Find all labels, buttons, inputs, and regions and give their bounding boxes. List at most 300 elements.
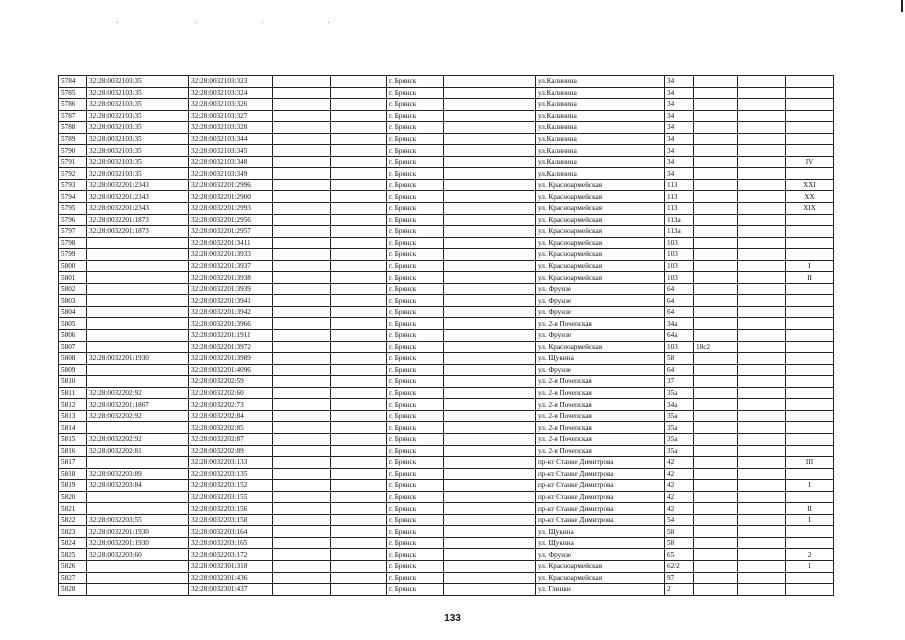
apartment-roman-cell: 2	[786, 549, 834, 561]
city-cell: г. Брянск	[387, 457, 444, 469]
building-letter-cell	[694, 156, 738, 168]
row-number-cell: 5820	[59, 491, 87, 503]
city-cell: г. Брянск	[387, 110, 444, 122]
empty-col-a-cell	[273, 537, 331, 549]
row-number-cell: 5796	[59, 214, 87, 226]
row-number-cell: 5802	[59, 283, 87, 295]
city-cell: г. Брянск	[387, 306, 444, 318]
city-cell: г. Брянск	[387, 145, 444, 157]
object-number-cell: 32:28:0032103:323	[189, 76, 273, 88]
empty-col-c-cell	[444, 433, 536, 445]
table-row	[59, 445, 834, 457]
street-cell: ул. Фрунзе	[536, 364, 665, 376]
street-cell: ул. 2-я Почепская	[536, 376, 665, 388]
city-cell: г. Брянск	[387, 226, 444, 238]
building-letter-cell	[694, 306, 738, 318]
object-number-cell: 32:28:0032201:3939	[189, 283, 273, 295]
city-cell: г. Брянск	[387, 214, 444, 226]
empty-col-b-cell	[331, 503, 387, 515]
street-cell: ул.Калинина	[536, 76, 665, 88]
table-row	[59, 353, 834, 365]
empty-col-a-cell	[273, 399, 331, 411]
apartment-roman-cell: I	[786, 514, 834, 526]
object-number-cell: 32:28:0032202:73	[189, 399, 273, 411]
object-number-cell: 32:28:0032301:437	[189, 584, 273, 596]
empty-col-b-cell	[331, 560, 387, 572]
apartment-roman-cell	[786, 306, 834, 318]
empty-col-a-cell	[273, 480, 331, 492]
empty-col-c-cell	[444, 260, 536, 272]
empty-col-a-cell	[273, 156, 331, 168]
table-row	[59, 214, 834, 226]
empty-col-b-cell	[331, 480, 387, 492]
house-number-cell: 34	[665, 87, 694, 99]
empty-col-b-cell	[331, 156, 387, 168]
building-letter-cell	[694, 572, 738, 584]
row-number-cell: 5786	[59, 99, 87, 111]
building-letter-cell	[694, 318, 738, 330]
row-number-cell: 5800	[59, 260, 87, 272]
street-cell: пр-кт Станке Димитрова	[536, 480, 665, 492]
street-cell: ул. Щукина	[536, 537, 665, 549]
building-letter-cell	[694, 168, 738, 180]
city-cell: г. Брянск	[387, 191, 444, 203]
building-letter-cell	[694, 179, 738, 191]
building-letter-cell	[694, 491, 738, 503]
street-cell: ул. 2-я Почепская	[536, 445, 665, 457]
street-cell: ул. Красноармейская	[536, 179, 665, 191]
row-number-cell: 5808	[59, 353, 87, 365]
city-cell: г. Брянск	[387, 480, 444, 492]
object-number-cell: 32:28:0032201:3941	[189, 295, 273, 307]
street-cell: ул. 2-я Почепская	[536, 422, 665, 434]
object-number-cell: 32:28:0032202:60	[189, 387, 273, 399]
object-number-cell: 32:28:0032201:2956	[189, 214, 273, 226]
empty-col-d-cell	[738, 110, 786, 122]
table-row	[59, 584, 834, 596]
empty-col-a-cell	[273, 191, 331, 203]
empty-col-b-cell	[331, 330, 387, 342]
apartment-roman-cell	[786, 168, 834, 180]
house-number-cell: 35а	[665, 445, 694, 457]
empty-col-c-cell	[444, 410, 536, 422]
empty-col-b-cell	[331, 226, 387, 238]
table-row	[59, 503, 834, 515]
apartment-roman-cell: IV	[786, 156, 834, 168]
house-number-cell: 42	[665, 491, 694, 503]
building-letter-cell	[694, 272, 738, 284]
street-cell: ул. Фрунзе	[536, 549, 665, 561]
city-cell: г. Брянск	[387, 341, 444, 353]
object-number-cell: 32:28:0032203:165	[189, 537, 273, 549]
building-letter-cell	[694, 433, 738, 445]
house-number-cell: 34	[665, 145, 694, 157]
object-number-cell: 32:28:0032201:3972	[189, 341, 273, 353]
empty-col-b-cell	[331, 445, 387, 457]
street-cell: ул.Калинина	[536, 156, 665, 168]
city-cell: г. Брянск	[387, 99, 444, 111]
object-number-cell: 32:28:0032201:3966	[189, 318, 273, 330]
house-number-cell: 34	[665, 122, 694, 134]
row-number-cell: 5816	[59, 445, 87, 457]
building-letter-cell	[694, 526, 738, 538]
empty-col-d-cell	[738, 272, 786, 284]
empty-col-d-cell	[738, 468, 786, 480]
row-number-cell: 5809	[59, 364, 87, 376]
apartment-roman-cell: XXI	[786, 179, 834, 191]
parcel-number-cell: 32:28:0032201:1930	[87, 537, 189, 549]
parcel-number-cell	[87, 376, 189, 388]
empty-col-d-cell	[738, 560, 786, 572]
empty-col-a-cell	[273, 514, 331, 526]
empty-col-a-cell	[273, 249, 331, 261]
parcel-number-cell	[87, 491, 189, 503]
table-row	[59, 399, 834, 411]
empty-col-b-cell	[331, 110, 387, 122]
parcel-number-cell	[87, 318, 189, 330]
empty-col-c-cell	[444, 226, 536, 238]
house-number-cell: 113	[665, 179, 694, 191]
table-row	[59, 341, 834, 353]
row-number-cell: 5793	[59, 179, 87, 191]
empty-col-b-cell	[331, 318, 387, 330]
apartment-roman-cell	[786, 387, 834, 399]
empty-col-d-cell	[738, 572, 786, 584]
empty-col-c-cell	[444, 191, 536, 203]
object-number-cell: 32:28:0032201:2996	[189, 179, 273, 191]
empty-col-d-cell	[738, 318, 786, 330]
empty-col-d-cell	[738, 283, 786, 295]
empty-col-d-cell	[738, 122, 786, 134]
empty-col-a-cell	[273, 110, 331, 122]
street-cell: ул. Щукина	[536, 353, 665, 365]
empty-col-d-cell	[738, 99, 786, 111]
apartment-roman-cell	[786, 572, 834, 584]
empty-col-c-cell	[444, 468, 536, 480]
empty-col-c-cell	[444, 364, 536, 376]
empty-col-c-cell	[444, 295, 536, 307]
row-number-cell: 5825	[59, 549, 87, 561]
apartment-roman-cell	[786, 99, 834, 111]
row-number-cell: 5823	[59, 526, 87, 538]
row-number-cell: 5822	[59, 514, 87, 526]
table-row	[59, 203, 834, 215]
empty-col-b-cell	[331, 399, 387, 411]
city-cell: г. Брянск	[387, 584, 444, 596]
edge-mark	[901, 0, 903, 12]
apartment-roman-cell	[786, 295, 834, 307]
apartment-roman-cell	[786, 226, 834, 238]
table-row	[59, 410, 834, 422]
empty-col-c-cell	[444, 457, 536, 469]
parcel-number-cell: 32:28:0032103:35	[87, 76, 189, 88]
empty-col-a-cell	[273, 168, 331, 180]
empty-col-c-cell	[444, 214, 536, 226]
house-number-cell: 97	[665, 572, 694, 584]
house-number-cell: 34	[665, 99, 694, 111]
parcel-number-cell	[87, 295, 189, 307]
parcel-number-cell: 32:28:0032201:2343	[87, 191, 189, 203]
object-number-cell: 32:28:0032202:89	[189, 445, 273, 457]
street-cell: пр-кт Станке Димитрова	[536, 514, 665, 526]
city-cell: г. Брянск	[387, 503, 444, 515]
empty-col-c-cell	[444, 330, 536, 342]
city-cell: г. Брянск	[387, 491, 444, 503]
empty-col-a-cell	[273, 526, 331, 538]
street-cell: ул. Глинки	[536, 584, 665, 596]
row-number-cell: 5828	[59, 584, 87, 596]
house-number-cell: 64а	[665, 330, 694, 342]
house-number-cell: 34	[665, 76, 694, 88]
empty-col-b-cell	[331, 214, 387, 226]
table-row	[59, 156, 834, 168]
empty-col-a-cell	[273, 445, 331, 457]
empty-col-d-cell	[738, 445, 786, 457]
empty-col-b-cell	[331, 272, 387, 284]
table-row	[59, 295, 834, 307]
object-number-cell: 32:28:0032201:2900	[189, 191, 273, 203]
empty-col-c-cell	[444, 156, 536, 168]
parcel-number-cell: 32:28:0032201:1873	[87, 214, 189, 226]
empty-col-a-cell	[273, 133, 331, 145]
house-number-cell: 42	[665, 480, 694, 492]
house-number-cell: 34	[665, 156, 694, 168]
city-cell: г. Брянск	[387, 122, 444, 134]
apartment-roman-cell	[786, 122, 834, 134]
empty-col-b-cell	[331, 76, 387, 88]
parcel-number-cell	[87, 306, 189, 318]
building-letter-cell	[694, 353, 738, 365]
table-row	[59, 237, 834, 249]
object-number-cell: 32:28:0032201:3937	[189, 260, 273, 272]
street-cell: пр-кт Станке Димитрова	[536, 503, 665, 515]
parcel-number-cell: 32:28:0032202:92	[87, 387, 189, 399]
house-number-cell: 34а	[665, 399, 694, 411]
empty-col-d-cell	[738, 306, 786, 318]
object-number-cell: 32:28:0032203:135	[189, 468, 273, 480]
table-row	[59, 387, 834, 399]
building-letter-cell	[694, 410, 738, 422]
building-letter-cell	[694, 237, 738, 249]
table-row	[59, 122, 834, 134]
empty-col-c-cell	[444, 272, 536, 284]
parcel-number-cell: 32:28:0032201:1873	[87, 226, 189, 238]
empty-col-d-cell	[738, 376, 786, 388]
empty-col-b-cell	[331, 203, 387, 215]
row-number-cell: 5807	[59, 341, 87, 353]
street-cell: ул. Фрунзе	[536, 306, 665, 318]
row-number-cell: 5791	[59, 156, 87, 168]
object-number-cell: 32:28:0032203:133	[189, 457, 273, 469]
city-cell: г. Брянск	[387, 572, 444, 584]
city-cell: г. Брянск	[387, 203, 444, 215]
apartment-roman-cell	[786, 76, 834, 88]
parcel-number-cell: 32:28:0032201:2343	[87, 179, 189, 191]
row-number-cell: 5804	[59, 306, 87, 318]
object-number-cell: 32:28:0032201:2993	[189, 203, 273, 215]
street-cell: пр-кт Станке Димитрова	[536, 457, 665, 469]
empty-col-d-cell	[738, 491, 786, 503]
house-number-cell: 64	[665, 283, 694, 295]
building-letter-cell	[694, 145, 738, 157]
apartment-roman-cell: I	[786, 260, 834, 272]
object-number-cell: 32:28:0032103:324	[189, 87, 273, 99]
parcel-number-cell	[87, 422, 189, 434]
apartment-roman-cell	[786, 110, 834, 122]
object-number-cell: 32:28:0032201:1911	[189, 330, 273, 342]
building-letter-cell	[694, 283, 738, 295]
empty-col-b-cell	[331, 549, 387, 561]
empty-col-d-cell	[738, 422, 786, 434]
empty-col-a-cell	[273, 457, 331, 469]
building-letter-cell: 18с2	[694, 341, 738, 353]
empty-col-d-cell	[738, 226, 786, 238]
empty-col-d-cell	[738, 457, 786, 469]
table-row	[59, 283, 834, 295]
building-letter-cell	[694, 468, 738, 480]
empty-col-a-cell	[273, 203, 331, 215]
empty-col-a-cell	[273, 410, 331, 422]
building-letter-cell	[694, 191, 738, 203]
empty-col-d-cell	[738, 168, 786, 180]
empty-col-c-cell	[444, 87, 536, 99]
empty-col-c-cell	[444, 318, 536, 330]
empty-col-b-cell	[331, 341, 387, 353]
parcel-number-cell: 32:28:0032202:81	[87, 445, 189, 457]
empty-col-b-cell	[331, 283, 387, 295]
empty-col-c-cell	[444, 237, 536, 249]
object-number-cell: 32:28:0032301:436	[189, 572, 273, 584]
house-number-cell: 42	[665, 503, 694, 515]
parcel-number-cell: 32:28:0032203:84	[87, 480, 189, 492]
empty-col-a-cell	[273, 260, 331, 272]
empty-col-d-cell	[738, 156, 786, 168]
object-number-cell: 32:28:0032301:318	[189, 560, 273, 572]
empty-col-c-cell	[444, 560, 536, 572]
parcel-number-cell: 32:28:0032201:2343	[87, 203, 189, 215]
parcel-number-cell	[87, 584, 189, 596]
parcel-number-cell	[87, 457, 189, 469]
table-row	[59, 549, 834, 561]
empty-col-d-cell	[738, 214, 786, 226]
empty-col-d-cell	[738, 76, 786, 88]
parcel-number-cell: 32:28:0032103:35	[87, 99, 189, 111]
empty-col-b-cell	[331, 410, 387, 422]
city-cell: г. Брянск	[387, 260, 444, 272]
object-number-cell: 32:28:0032201:3989	[189, 353, 273, 365]
empty-col-c-cell	[444, 526, 536, 538]
table-row	[59, 422, 834, 434]
table-row	[59, 318, 834, 330]
empty-col-d-cell	[738, 203, 786, 215]
house-number-cell: 35а	[665, 410, 694, 422]
row-number-cell: 5813	[59, 410, 87, 422]
street-cell: ул.Калинина	[536, 168, 665, 180]
object-number-cell: 32:28:0032103:328	[189, 122, 273, 134]
parcel-number-cell: 32:28:0032203:60	[87, 549, 189, 561]
scan-dot	[117, 22, 118, 23]
city-cell: г. Брянск	[387, 387, 444, 399]
table-row	[59, 330, 834, 342]
object-number-cell: 32:28:0032103:348	[189, 156, 273, 168]
parcel-number-cell: 32:28:0032103:35	[87, 145, 189, 157]
empty-col-d-cell	[738, 353, 786, 365]
apartment-roman-cell: III	[786, 457, 834, 469]
empty-col-b-cell	[331, 364, 387, 376]
street-cell: ул. Фрунзе	[536, 295, 665, 307]
city-cell: г. Брянск	[387, 156, 444, 168]
row-number-cell: 5798	[59, 237, 87, 249]
building-letter-cell	[694, 214, 738, 226]
house-number-cell: 42	[665, 457, 694, 469]
empty-col-b-cell	[331, 306, 387, 318]
building-letter-cell	[694, 399, 738, 411]
house-number-cell: 34	[665, 110, 694, 122]
apartment-roman-cell	[786, 353, 834, 365]
empty-col-a-cell	[273, 306, 331, 318]
row-number-cell: 5784	[59, 76, 87, 88]
empty-col-d-cell	[738, 191, 786, 203]
city-cell: г. Брянск	[387, 168, 444, 180]
table-row	[59, 572, 834, 584]
table-row	[59, 364, 834, 376]
empty-col-a-cell	[273, 295, 331, 307]
empty-col-d-cell	[738, 514, 786, 526]
parcel-number-cell: 32:28:0032201:1867	[87, 399, 189, 411]
city-cell: г. Брянск	[387, 318, 444, 330]
building-letter-cell	[694, 249, 738, 261]
city-cell: г. Брянск	[387, 422, 444, 434]
empty-col-d-cell	[738, 237, 786, 249]
street-cell: ул.Калинина	[536, 133, 665, 145]
empty-col-b-cell	[331, 422, 387, 434]
apartment-roman-cell	[786, 283, 834, 295]
empty-col-d-cell	[738, 410, 786, 422]
empty-col-a-cell	[273, 99, 331, 111]
scan-dot	[262, 22, 263, 23]
apartment-roman-cell	[786, 526, 834, 538]
table-row	[59, 168, 834, 180]
city-cell: г. Брянск	[387, 133, 444, 145]
empty-col-a-cell	[273, 341, 331, 353]
apartment-roman-cell	[786, 341, 834, 353]
empty-col-b-cell	[331, 249, 387, 261]
apartment-roman-cell	[786, 445, 834, 457]
table-row	[59, 76, 834, 88]
empty-col-b-cell	[331, 191, 387, 203]
scan-dot	[196, 22, 197, 23]
row-number-cell: 5817	[59, 457, 87, 469]
city-cell: г. Брянск	[387, 526, 444, 538]
house-number-cell: 58	[665, 526, 694, 538]
empty-col-d-cell	[738, 526, 786, 538]
empty-col-c-cell	[444, 110, 536, 122]
house-number-cell: 35а	[665, 387, 694, 399]
house-number-cell: 34	[665, 168, 694, 180]
empty-col-a-cell	[273, 433, 331, 445]
row-number-cell: 5811	[59, 387, 87, 399]
empty-col-b-cell	[331, 168, 387, 180]
apartment-roman-cell	[786, 468, 834, 480]
object-number-cell: 32:28:0032103:344	[189, 133, 273, 145]
table-row	[59, 491, 834, 503]
street-cell: ул.Калинина	[536, 145, 665, 157]
empty-col-a-cell	[273, 330, 331, 342]
city-cell: г. Брянск	[387, 76, 444, 88]
apartment-roman-cell	[786, 145, 834, 157]
parcel-number-cell: 32:28:0032202:92	[87, 410, 189, 422]
street-cell: ул. Красноармейская	[536, 572, 665, 584]
